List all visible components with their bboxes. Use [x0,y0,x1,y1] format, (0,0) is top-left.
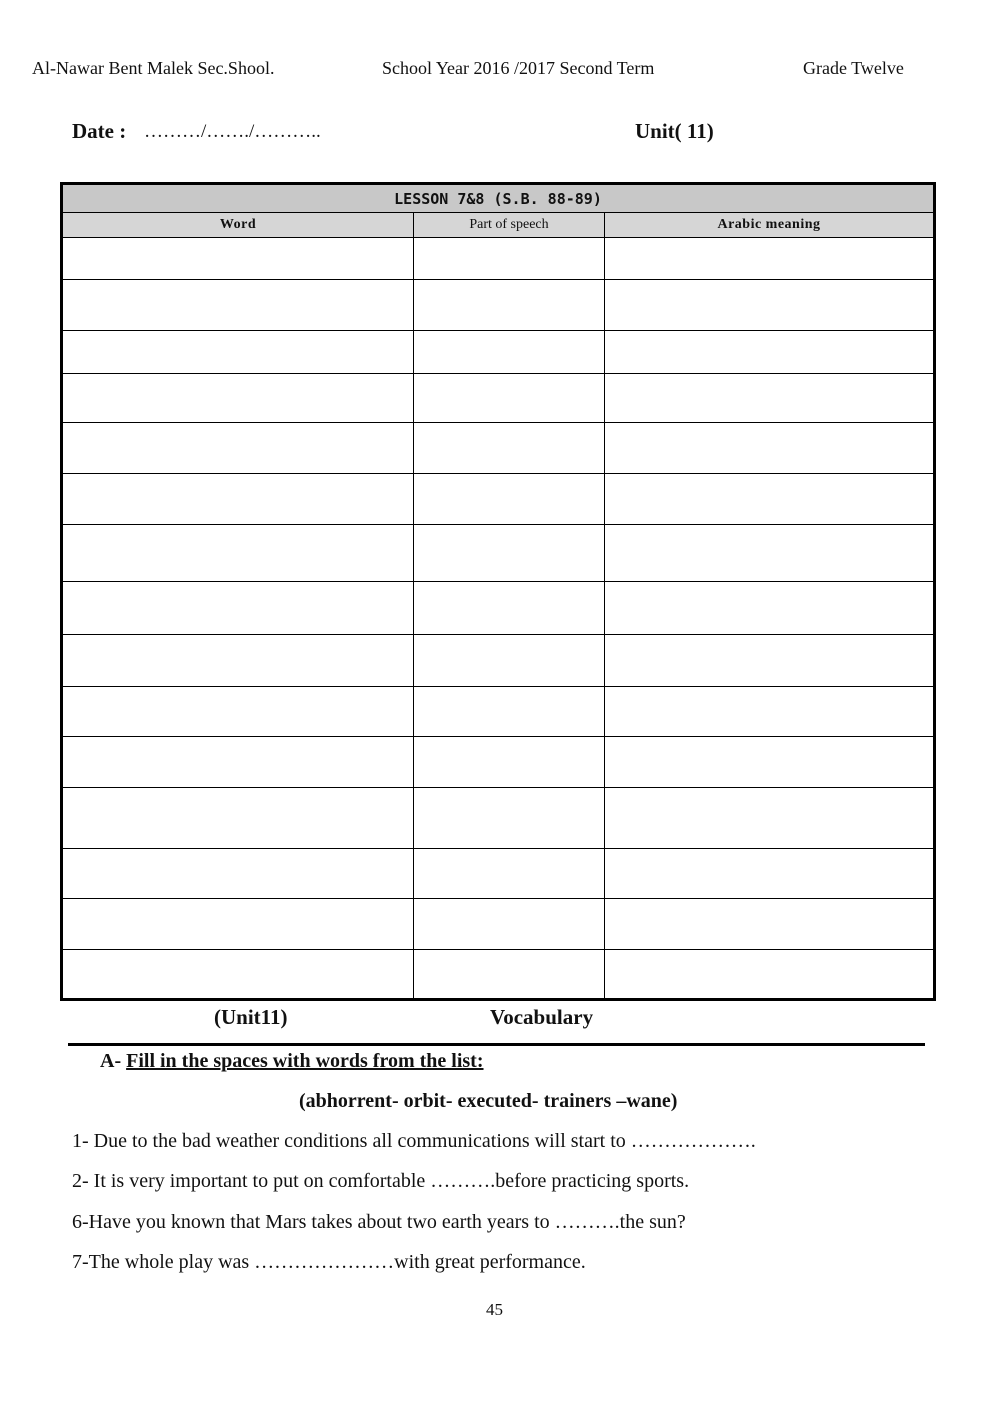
part-of-speech-cell[interactable] [414,788,605,849]
arabic-meaning-cell[interactable] [605,788,935,849]
word-cell[interactable] [62,582,414,635]
table-row [62,473,935,524]
column-header-part-of-speech: Part of speech [414,213,605,238]
word-cell[interactable] [62,238,414,280]
word-cell[interactable] [62,899,414,949]
arabic-meaning-cell[interactable] [605,949,935,999]
part-of-speech-cell[interactable] [414,525,605,582]
arabic-meaning-cell[interactable] [605,238,935,280]
word-list: (abhorrent- orbit- executed- trainers –wane) [299,1090,678,1112]
exercise-instruction-text: Fill in the spaces with words from the list: [126,1050,484,1072]
date-blank[interactable]: ………/……./……….. [144,121,321,142]
sentence-2: 2- It is very important to put on comfortable ……….before practicing sports. [72,1170,690,1192]
table-row [62,582,935,635]
part-of-speech-cell[interactable] [414,635,605,686]
part-of-speech-cell[interactable] [414,899,605,949]
table-row [62,736,935,787]
word-cell[interactable] [62,635,414,686]
part-of-speech-cell[interactable] [414,949,605,999]
arabic-meaning-cell[interactable] [605,899,935,949]
arabic-meaning-cell[interactable] [605,849,935,899]
word-cell[interactable] [62,788,414,849]
word-cell[interactable] [62,422,414,473]
school-name: Al-Nawar Bent Malek Sec.Shool. [32,58,275,78]
part-of-speech-cell[interactable] [414,473,605,524]
page-number: 45 [486,1300,503,1319]
word-cell[interactable] [62,686,414,736]
word-cell[interactable] [62,949,414,999]
arabic-meaning-cell[interactable] [605,582,935,635]
sentence-1: 1- Due to the bad weather conditions all communications will start to ………………. [72,1130,756,1152]
arabic-meaning-cell[interactable] [605,373,935,422]
exercise-prefix: A- [100,1050,127,1072]
column-header-word: Word [62,213,414,238]
part-of-speech-cell[interactable] [414,686,605,736]
table-row [62,686,935,736]
table-row [62,635,935,686]
part-of-speech-cell[interactable] [414,280,605,331]
table-row [62,525,935,582]
grade-label: Grade Twelve [803,58,904,78]
part-of-speech-cell[interactable] [414,373,605,422]
word-cell[interactable] [62,525,414,582]
table-row [62,280,935,331]
arabic-meaning-cell[interactable] [605,686,935,736]
section-title: Vocabulary [490,1005,594,1029]
word-cell[interactable] [62,331,414,373]
sentence-4: 7-The whole play was …………………with great performance. [72,1251,586,1273]
table-row [62,373,935,422]
table-row [62,422,935,473]
table-row [62,949,935,999]
word-cell[interactable] [62,373,414,422]
table-row [62,788,935,849]
section-divider [68,1043,925,1046]
part-of-speech-cell[interactable] [414,849,605,899]
vocabulary-table [60,182,936,1001]
part-of-speech-cell[interactable] [414,331,605,373]
word-cell[interactable] [62,280,414,331]
table-row [62,331,935,373]
word-cell[interactable] [62,736,414,787]
section-unit: (Unit11) [214,1005,288,1029]
column-header-arabic-meaning: Arabic meaning [605,213,935,238]
arabic-meaning-cell[interactable] [605,525,935,582]
unit-label: Unit( 11) [635,119,714,143]
date-label: Date : [72,119,127,143]
part-of-speech-cell[interactable] [414,238,605,280]
part-of-speech-cell[interactable] [414,582,605,635]
arabic-meaning-cell[interactable] [605,331,935,373]
sentence-3: 6-Have you known that Mars takes about two earth years to ……….the sun? [72,1211,686,1233]
arabic-meaning-cell[interactable] [605,422,935,473]
part-of-speech-cell[interactable] [414,422,605,473]
word-cell[interactable] [62,473,414,524]
arabic-meaning-cell[interactable] [605,635,935,686]
part-of-speech-cell[interactable] [414,736,605,787]
table-row [62,238,935,280]
arabic-meaning-cell[interactable] [605,280,935,331]
exercise-instruction [100,1050,484,1073]
table-row [62,899,935,949]
school-year: School Year 2016 /2017 Second Term [382,58,655,78]
arabic-meaning-cell[interactable] [605,736,935,787]
table-row [62,849,935,899]
arabic-meaning-cell[interactable] [605,473,935,524]
word-cell[interactable] [62,849,414,899]
table-title: LESSON 7&8 (S.B. 88-89) [62,184,935,213]
